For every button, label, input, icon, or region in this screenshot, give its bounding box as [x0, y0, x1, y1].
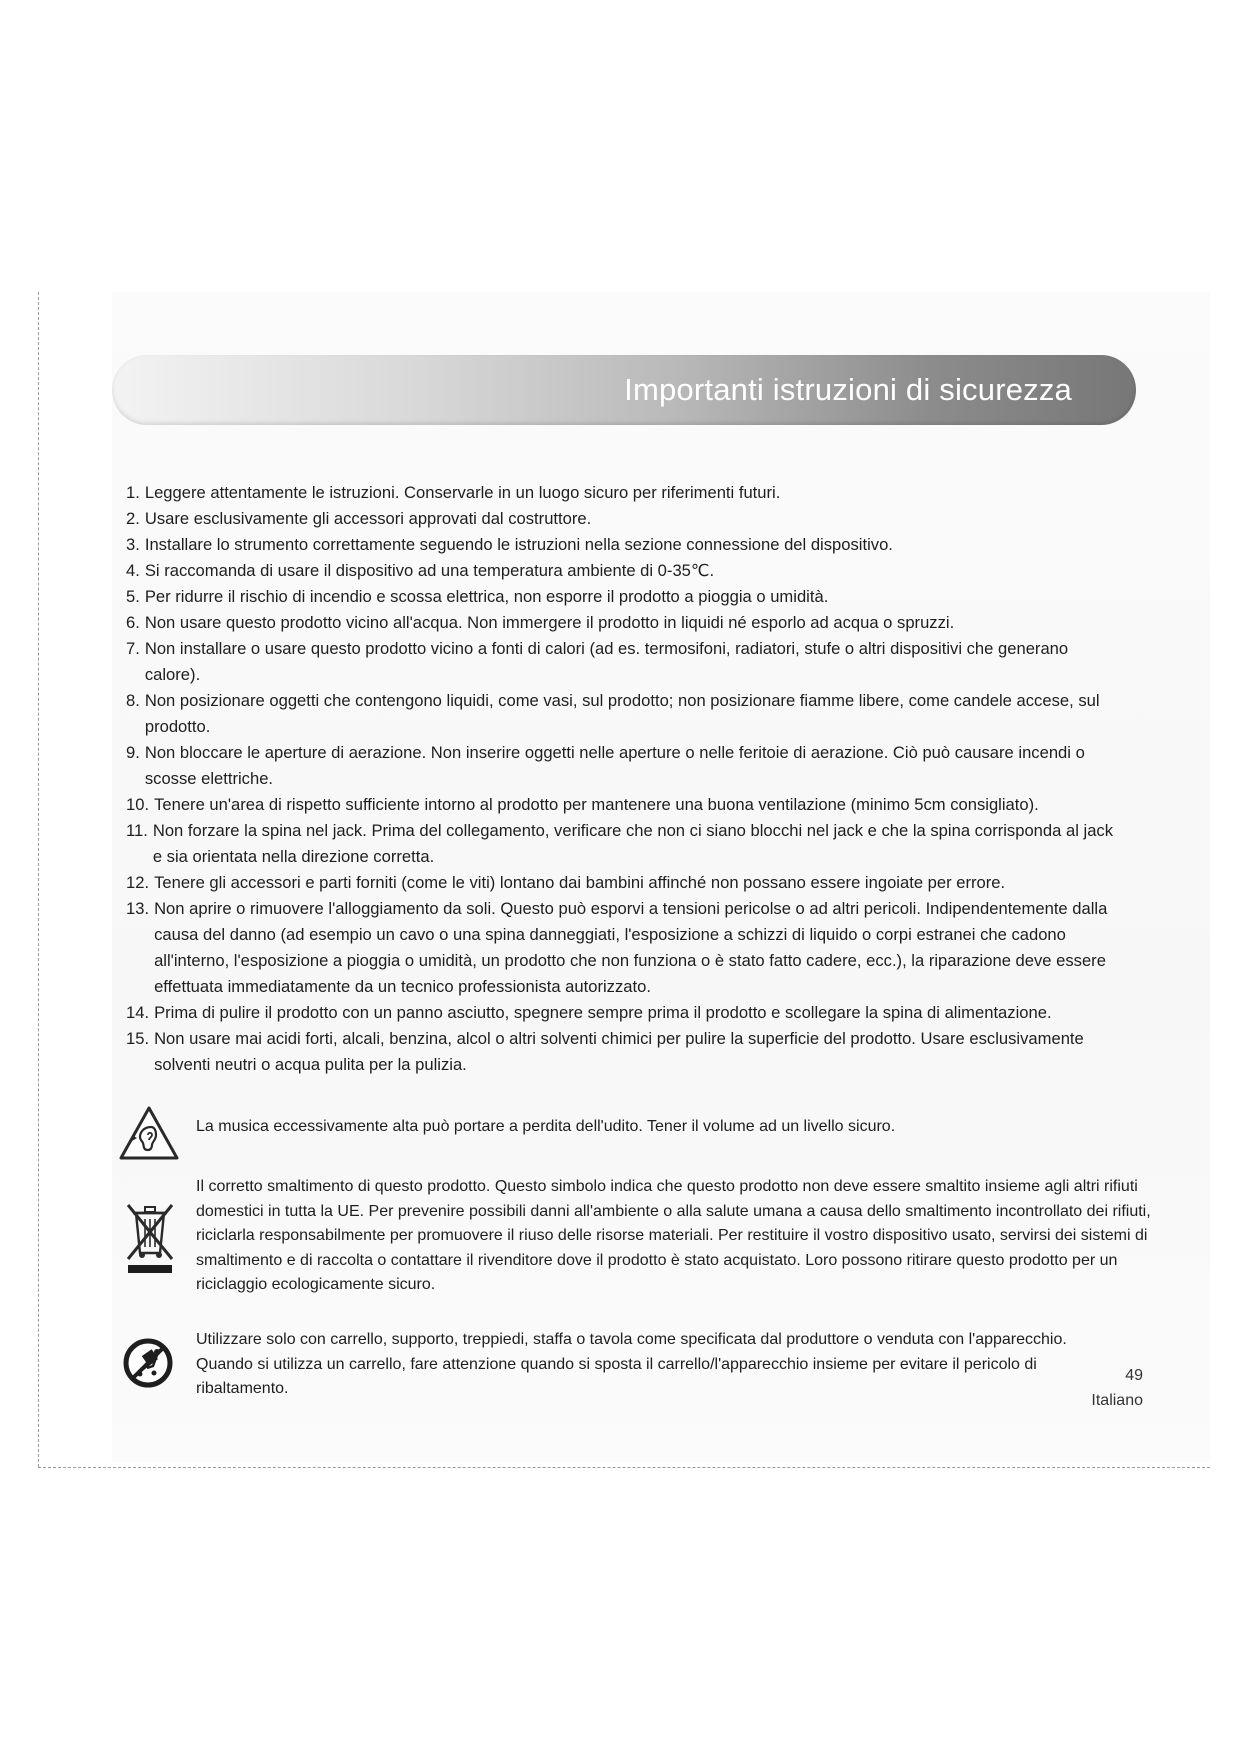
item-number: 13. [126, 899, 150, 918]
item-text: Tenere un'area di rispetto sufficiente intorno al prodotto per mantenere una buona ventilazione (minimo 5cm consigliato). [154, 795, 1039, 814]
list-item [126, 558, 1126, 584]
list-item [126, 1000, 1126, 1026]
item-number: 7. [126, 639, 140, 658]
disposal-text: Il corretto smaltimento di questo prodotto. Questo simbolo indica che questo prodotto non deve essere smaltito insieme agli altri rifiuti domestici in tutta la UE. Per prevenire possibili danni all'ambiente o alla salute umana a causa dello smaltimento incontrollato dei rifiuti, riciclarla responsabilmente per promuovere il riuso delle risorse materiali. Per restituire il vostro dispositivo usato, servirsi dei sistemi di smaltimento e di raccolta o contattare il rivenditore dove il prodotto è stato acquistato. Loro possono ritirare questo prodotto per un riciclaggio ecologicamente sicuro. [196, 1178, 1151, 1293]
item-text: Non usare questo prodotto vicino all'acqua. Non immergere il prodotto in liquidi né esporlo ad acqua o spruzzi. [144, 613, 955, 632]
item-text: Non posizionare oggetti che contengono liquidi, come vasi, sul prodotto; non posizionare fiamme libere, come candele accese, sul prodotto. [144, 691, 1100, 736]
item-number: 15. [126, 1029, 150, 1048]
list-item [126, 532, 1126, 558]
item-text: Non usare mai acidi forti, alcali, benzina, alcol o altri solventi chimici per pulire la superficie del prodotto. Usare esclusivamente solventi neutri o acqua pulita per la pulizia. [154, 1029, 1084, 1074]
list-item [126, 818, 1126, 870]
list-item [126, 688, 1126, 740]
list-item [126, 792, 1126, 818]
item-number: 5. [126, 587, 140, 606]
hearing-warning-icon [118, 1105, 180, 1170]
list-item [126, 740, 1126, 792]
hearing-warning-text: La musica eccessivamente alta può portare a perdita dell'udito. Tener il volume ad un livello sicuro. [196, 1118, 896, 1135]
item-text: Si raccomanda di usare il dispositivo ad una temperatura ambiente di 0-35℃. [144, 561, 715, 580]
item-number: 2. [126, 509, 140, 528]
list-item [126, 870, 1126, 896]
page-number: 49 [1125, 1367, 1143, 1384]
safety-instructions-list [126, 480, 1126, 1078]
item-number: 6. [126, 613, 140, 632]
list-item [126, 610, 1126, 636]
list-item [126, 636, 1126, 688]
cart-tipover-warning-icon [123, 1338, 173, 1397]
item-text: Non forzare la spina nel jack. Prima del collegamento, verificare che non ci siano blocchi nel jack e che la spina corrisponda al jack e sia orientata nella direzione corretta. [152, 821, 1114, 866]
page-language: Italiano [1091, 1392, 1143, 1409]
list-item [126, 584, 1126, 610]
hearing-warning-note [118, 1105, 1118, 1165]
disposal-note [118, 1175, 1151, 1305]
item-text: Prima di pulire il prodotto con un panno asciutto, spegnere sempre prima il prodotto e scollegare la spina di alimentazione. [154, 1003, 1052, 1022]
item-number: 11. [126, 821, 148, 840]
crop-mark-bottom [38, 1467, 1210, 1468]
item-text: Non aprire o rimuovere l'alloggiamento da soli. Questo può esporvi a tensioni pericolse o ad altri pericoli. Indipendentemente dalla causa del danno (ad esempio un cavo o una spina danneggiati, l'esposizione a schizzi di liquido o corpi estranei che cadono all'interno, l'esposizione a pioggia o umidità, un prodotto che non funziona o è stato fatto cadere, ecc.), la riparazione deve essere effettuata immediatamente da un tecnico professionista autorizzato. [154, 899, 1108, 996]
weee-crossed-bin-icon [124, 1197, 176, 1284]
list-item [126, 480, 1126, 506]
item-text: Non bloccare le aperture di aerazione. Non inserire oggetti nelle aperture o nelle feritoie di aerazione. Ciò può causare incendi o scosse elettriche. [144, 743, 1085, 788]
item-number: 10. [126, 795, 150, 814]
item-number: 8. [126, 691, 140, 710]
list-item [126, 1026, 1126, 1078]
item-text: Non installare o usare questo prodotto vicino a fonti di calori (ad es. termosifoni, radiatori, stufe o altri dispositivi che generano calore). [144, 639, 1069, 684]
page-title: Importanti istruzioni di sicurezza [624, 372, 1072, 407]
item-text: Tenere gli accessori e parti forniti (come le viti) lontano dai bambini affinché non possano essere ingoiate per errore. [154, 873, 1006, 892]
item-number: 12. [126, 873, 150, 892]
cart-warning-text: Utilizzare solo con carrello, supporto, treppiedi, staffa o tavola come specificata dal produttore o venduta con l'apparecchio. Quando si utilizza un carrello, fare attenzione quando si sposta il carrello/l'apparecchio insieme per evitare il pericolo di ribaltamento. [196, 1331, 1067, 1397]
item-number: 9. [126, 743, 140, 762]
item-text: Usare esclusivamente gli accessori approvati dal costruttore. [144, 509, 592, 528]
item-number: 1. [126, 483, 140, 502]
item-number: 14. [126, 1003, 150, 1022]
cart-warning-note [118, 1328, 1118, 1408]
list-item [126, 506, 1126, 532]
crop-mark-left [38, 292, 39, 1467]
list-item [126, 896, 1126, 1000]
item-text: Installare lo strumento correttamente seguendo le istruzioni nella sezione connessione del dispositivo. [144, 535, 893, 554]
item-number: 4. [126, 561, 140, 580]
item-number: 3. [126, 535, 140, 554]
item-text: Leggere attentamente le istruzioni. Conservarle in un luogo sicuro per riferimenti futuri. [144, 483, 781, 502]
section-header-banner [112, 355, 1136, 425]
item-text: Per ridurre il rischio di incendio e scossa elettrica, non esporre il prodotto a pioggia o umidità. [144, 587, 829, 606]
